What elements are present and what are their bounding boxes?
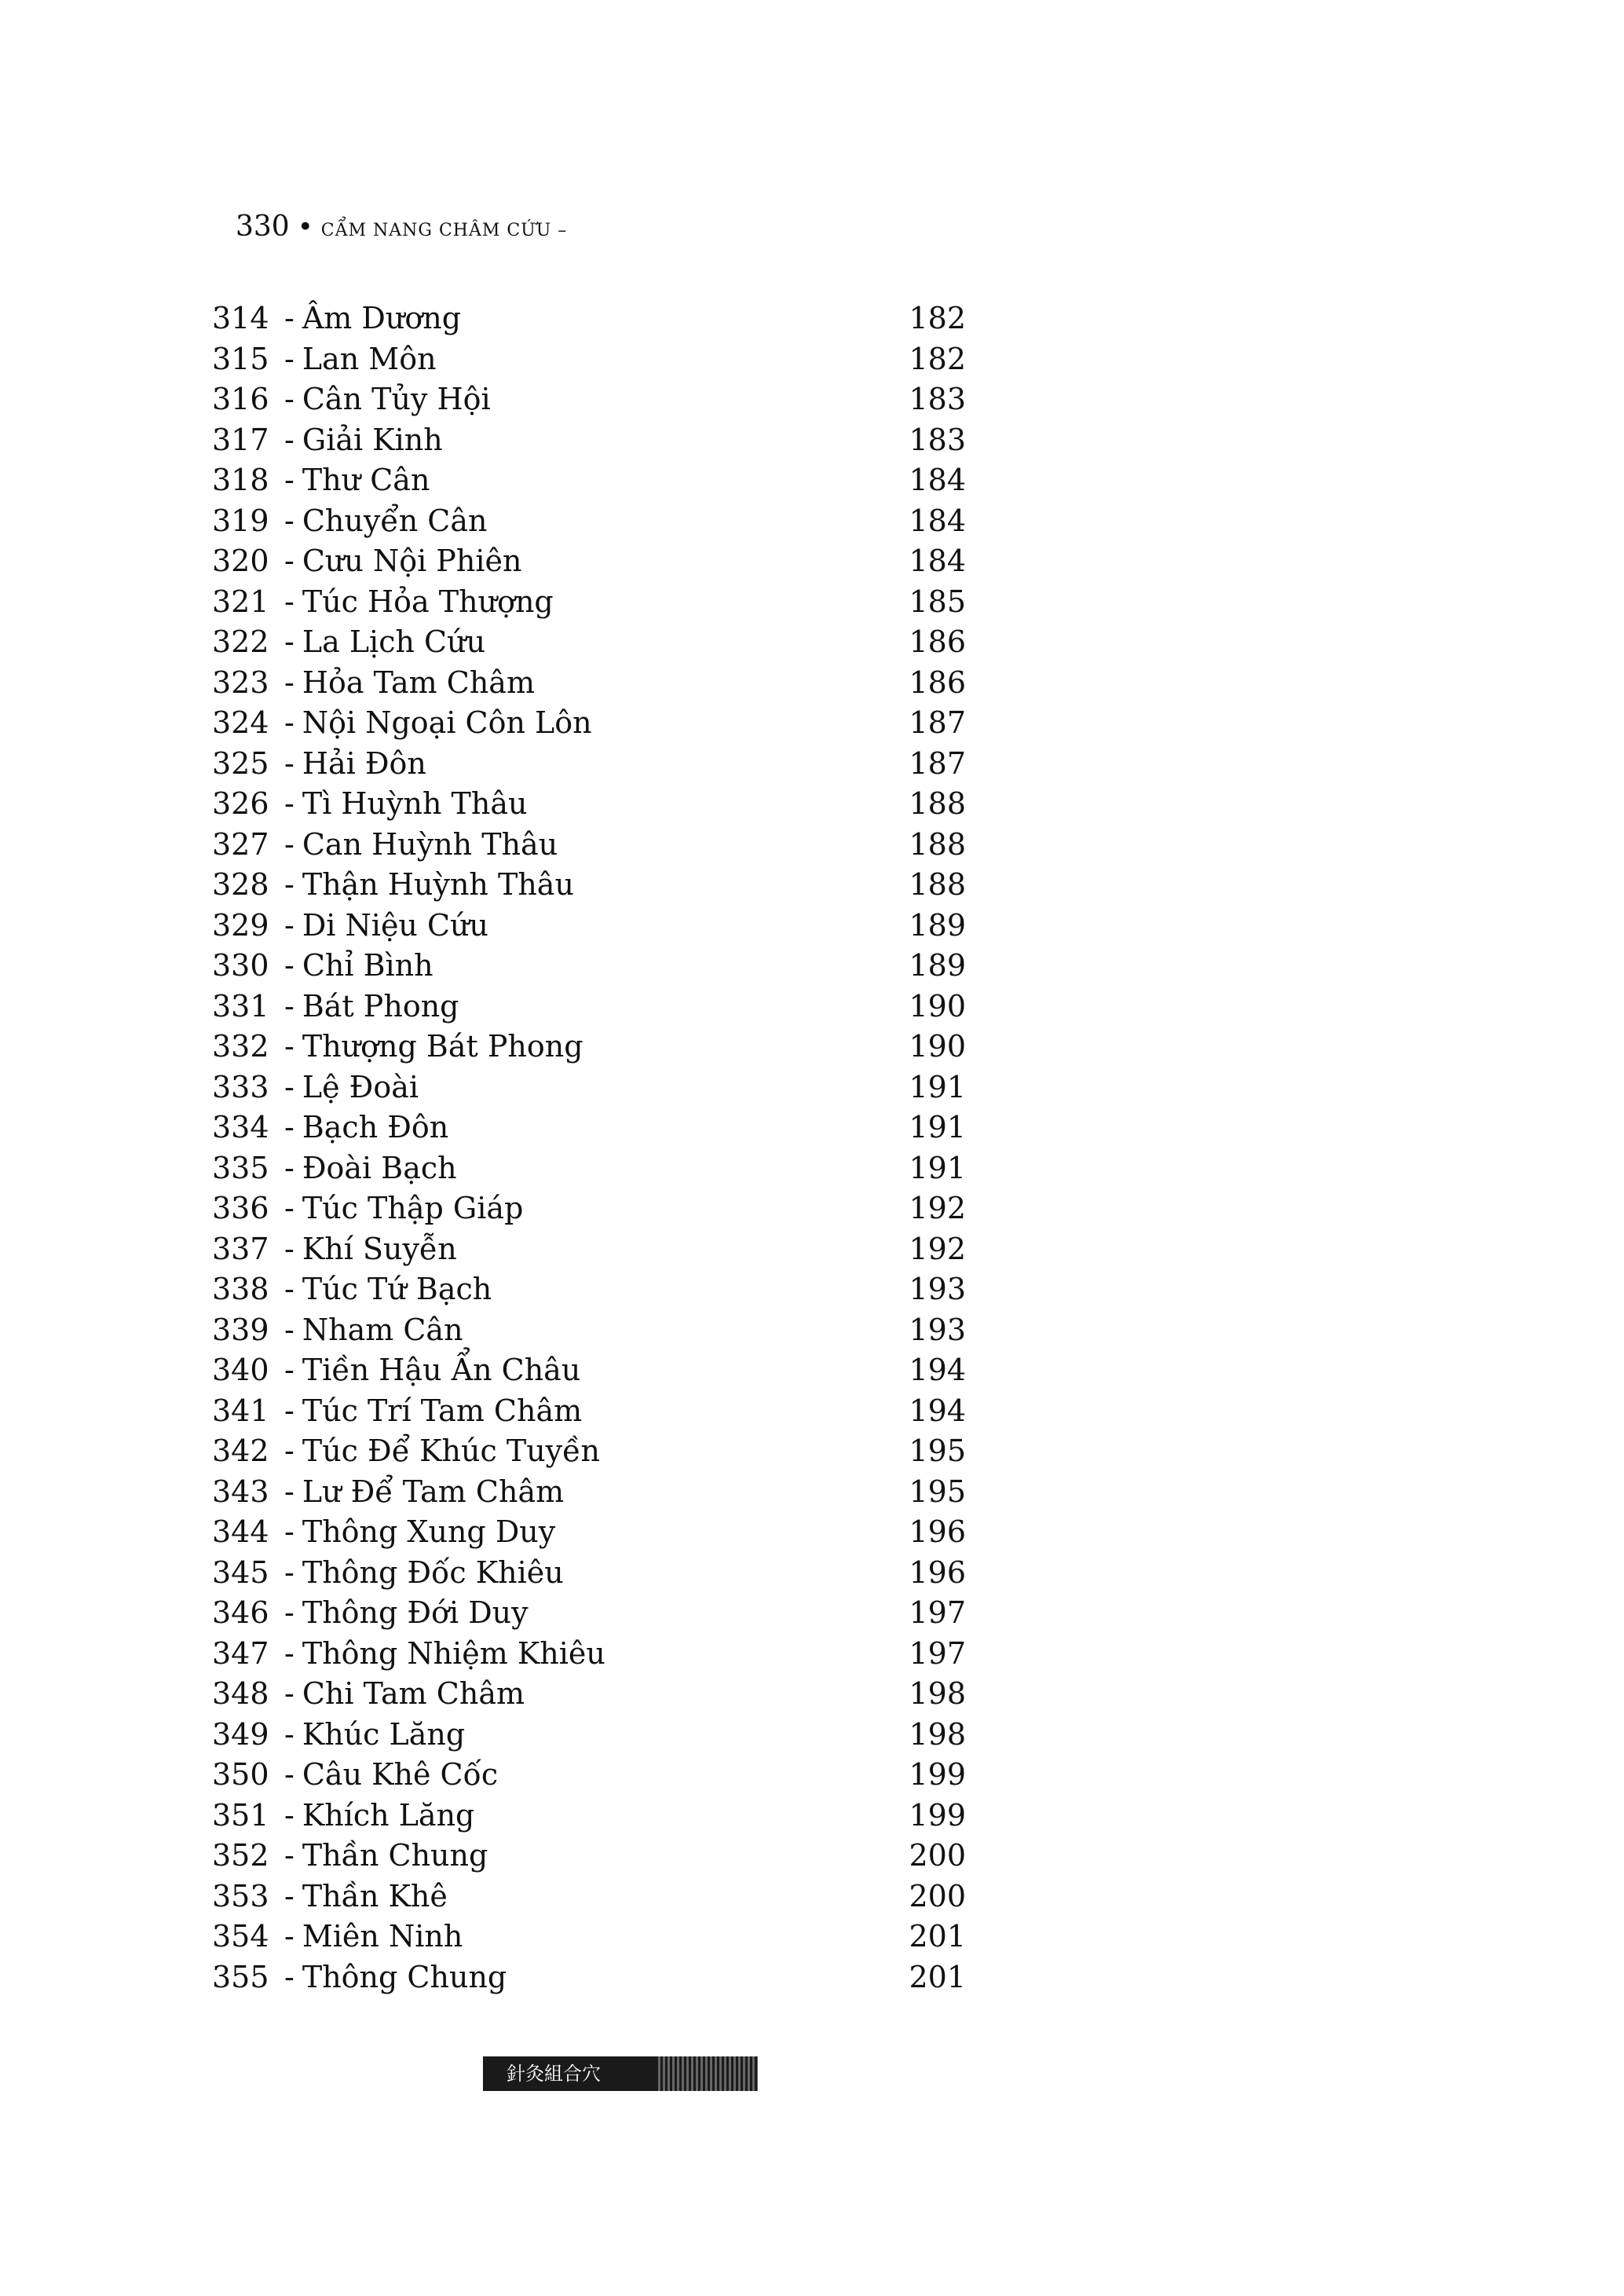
toc-entry — [212, 1877, 974, 1917]
toc-entry-number: 346 — [212, 1595, 269, 1630]
toc-entry-title: Túc Trí Tam Châm — [302, 1393, 583, 1428]
toc-entry — [212, 1917, 974, 1957]
toc-entry-title: Cưu Nội Phiên — [302, 544, 522, 578]
toc-entry-number: 339 — [212, 1312, 269, 1347]
toc-entry-label — [212, 865, 574, 906]
toc-entry-dash: - — [284, 826, 294, 862]
toc-entry-dash: - — [284, 1635, 294, 1671]
toc-entry — [212, 582, 974, 623]
toc-entry — [212, 1796, 974, 1836]
toc-entry-title: Túc Hỏa Thượng — [302, 584, 554, 619]
toc-entry-title: Can Huỳnh Thâu — [302, 826, 558, 862]
toc-entry — [212, 1957, 974, 1998]
toc-entry-title: Miên Ninh — [302, 1919, 463, 1954]
toc-entry-label — [212, 1917, 463, 1957]
toc-entry — [212, 1836, 974, 1877]
toc-entry-title: Câu Khê Cốc — [302, 1757, 499, 1792]
toc-entry-label — [212, 1755, 498, 1796]
toc-entry-label — [212, 1269, 492, 1310]
toc-entry-page: 201 — [909, 1919, 966, 1954]
toc-entry — [212, 1391, 974, 1432]
toc-entry-page: 200 — [909, 1838, 966, 1873]
toc-entry-dash: - — [284, 382, 294, 416]
toc-entry-page: 187 — [909, 745, 966, 781]
toc-entry-page: 193 — [909, 1312, 966, 1347]
toc-entry-title: Giải Kinh — [302, 422, 443, 457]
toc-entry-number: 341 — [212, 1393, 269, 1428]
toc-entry-label — [212, 298, 461, 339]
toc-entry-label — [212, 1431, 600, 1472]
toc-entry-title: Âm Dương — [302, 301, 462, 335]
toc-entry-title: Túc Thập Giáp — [302, 1191, 524, 1225]
toc-entry-number: 317 — [212, 422, 269, 457]
toc-entry-dash: - — [284, 1554, 294, 1590]
toc-entry-page: 198 — [909, 1716, 966, 1752]
toc-entry-dash: - — [284, 301, 294, 335]
toc-entry-number: 335 — [212, 1150, 269, 1185]
toc-entry-label — [212, 1512, 555, 1553]
toc-entry-number: 323 — [212, 665, 269, 700]
toc-entry-dash: - — [284, 1959, 294, 1994]
toc-entry-number: 321 — [212, 584, 269, 619]
toc-entry-label — [212, 1593, 529, 1634]
toc-entry-number: 350 — [212, 1757, 269, 1792]
toc-entry — [212, 784, 974, 825]
toc-entry-title: Khí Suyễn — [302, 1231, 457, 1266]
toc-entry-number: 347 — [212, 1635, 269, 1671]
toc-entry-page: 187 — [909, 705, 966, 740]
toc-entry — [212, 1310, 974, 1351]
toc-entry — [212, 1108, 974, 1148]
toc-entry-title: Tiền Hậu Ẩn Châu — [302, 1353, 581, 1387]
toc-entry-dash: - — [284, 1757, 294, 1792]
toc-entry-number: 340 — [212, 1353, 269, 1387]
toc-entry-title: Lư Để Tam Châm — [302, 1474, 565, 1509]
toc-entry-dash: - — [284, 705, 294, 740]
toc-entry-title: Thông Chung — [302, 1959, 507, 1994]
toc-entry-dash: - — [284, 1514, 294, 1549]
toc-entry-label — [212, 906, 488, 947]
toc-entry-title: Khích Lăng — [302, 1797, 475, 1833]
toc-entry-dash: - — [284, 1353, 294, 1387]
toc-entry-page: 183 — [909, 422, 966, 457]
toc-entry-page: 188 — [909, 786, 966, 821]
toc-entry-title: Túc Để Khúc Tuyền — [302, 1434, 600, 1468]
toc-entry — [212, 1027, 974, 1067]
toc-entry — [212, 1269, 974, 1310]
toc-entry — [212, 379, 974, 420]
toc-entry-label — [212, 379, 491, 420]
toc-entry-number: 344 — [212, 1514, 269, 1549]
toc-entry-title: Bạch Đôn — [302, 1110, 449, 1144]
toc-entry-label — [212, 1188, 523, 1229]
toc-entry-dash: - — [284, 1919, 294, 1954]
toc-entry-page: 182 — [909, 341, 966, 376]
toc-entry-title: Thông Đới Duy — [302, 1595, 529, 1630]
toc-entry — [212, 663, 974, 704]
toc-entry-number: 334 — [212, 1110, 269, 1144]
toc-entry-number: 314 — [212, 301, 269, 335]
toc-entry-number: 331 — [212, 988, 269, 1023]
toc-entry-title: Thượng Bát Phong — [302, 1029, 583, 1064]
toc-entry-page: 201 — [909, 1959, 966, 1994]
toc-entry-title: Thông Xung Duy — [302, 1514, 556, 1549]
toc-entry-page: 184 — [909, 463, 966, 497]
toc-entry-number: 316 — [212, 382, 269, 416]
toc-entry-dash: - — [284, 907, 294, 943]
toc-entry — [212, 1148, 974, 1189]
toc-entry-title: Bát Phong — [302, 988, 459, 1023]
toc-entry-dash: - — [284, 1716, 294, 1752]
toc-entry-page: 199 — [909, 1757, 966, 1792]
toc-entry-dash: - — [284, 1272, 294, 1306]
toc-entry-title: Chi Tam Châm — [302, 1676, 525, 1711]
toc-entry-number: 338 — [212, 1272, 269, 1306]
toc-entry-page: 198 — [909, 1676, 966, 1711]
running-title: CẨM NANG CHÂM CỨU – — [320, 221, 568, 240]
toc-entry-dash: - — [284, 463, 294, 497]
toc-entry-page: 189 — [909, 907, 966, 943]
toc-entry — [212, 1674, 974, 1715]
toc-entry-number: 355 — [212, 1959, 269, 1994]
toc-entry-dash: - — [284, 1231, 294, 1266]
page-number: 330 — [236, 211, 290, 243]
toc-entry — [212, 865, 974, 906]
toc-entry-dash: - — [284, 1150, 294, 1185]
toc-entry-title: Thần Chung — [302, 1838, 488, 1873]
toc-entry-page: 194 — [909, 1353, 966, 1387]
toc-entry-label — [212, 1472, 564, 1513]
toc-entry-number: 353 — [212, 1878, 269, 1913]
toc-entry-dash: - — [284, 1474, 294, 1509]
toc-entry-page: 191 — [909, 1110, 966, 1144]
toc-entry — [212, 1755, 974, 1796]
toc-entry-label — [212, 1877, 448, 1917]
toc-entry — [212, 420, 974, 461]
toc-entry-page: 188 — [909, 826, 966, 862]
toc-entry-dash: - — [284, 786, 294, 821]
toc-entry-title: Hỏa Tam Châm — [302, 665, 535, 700]
footer-tab — [483, 2056, 758, 2091]
toc-entry-page: 197 — [909, 1595, 966, 1630]
toc-entry — [212, 744, 974, 785]
toc-entry-dash: - — [284, 1110, 294, 1144]
toc-entry-dash: - — [284, 1838, 294, 1873]
running-header — [236, 211, 567, 243]
toc-entry-label — [212, 501, 487, 542]
toc-entry — [212, 1512, 974, 1553]
toc-entry-number: 322 — [212, 624, 269, 659]
toc-entry-number: 343 — [212, 1474, 269, 1509]
toc-entry-page: 194 — [909, 1393, 966, 1428]
toc-entry — [212, 825, 974, 866]
table-of-contents — [212, 298, 974, 1998]
toc-entry-label — [212, 987, 459, 1027]
toc-entry-number: 319 — [212, 503, 269, 538]
toc-entry-page: 184 — [909, 503, 966, 538]
toc-entry-dash: - — [284, 584, 294, 619]
toc-entry — [212, 339, 974, 380]
toc-entry-title: Cân Tủy Hội — [302, 382, 491, 416]
toc-entry-title: Thần Khê — [302, 1878, 448, 1913]
toc-entry-label — [212, 1350, 580, 1391]
toc-entry-page: 192 — [909, 1231, 966, 1266]
toc-entry — [212, 1715, 974, 1756]
toc-entry-number: 329 — [212, 907, 269, 943]
toc-entry-label — [212, 420, 443, 461]
toc-entry-page: 195 — [909, 1434, 966, 1468]
toc-entry-title: Thư Cân — [302, 463, 430, 497]
toc-entry-number: 324 — [212, 705, 269, 740]
toc-entry-page: 188 — [909, 867, 966, 902]
toc-entry-page: 186 — [909, 665, 966, 700]
header-separator: • — [297, 211, 313, 243]
toc-entry-dash: - — [284, 988, 294, 1023]
toc-entry-label — [212, 784, 527, 825]
toc-entry — [212, 703, 974, 744]
toc-entry-number: 336 — [212, 1191, 269, 1225]
toc-entry-page: 193 — [909, 1272, 966, 1306]
toc-entry-number: 349 — [212, 1716, 269, 1752]
toc-entry — [212, 1067, 974, 1108]
toc-entry-dash: - — [284, 948, 294, 983]
toc-entry-page: 192 — [909, 1191, 966, 1225]
toc-entry-number: 354 — [212, 1919, 269, 1954]
toc-entry-number: 351 — [212, 1797, 269, 1833]
toc-entry-page: 197 — [909, 1635, 966, 1671]
toc-entry-label — [212, 825, 558, 866]
toc-entry-number: 333 — [212, 1069, 269, 1104]
toc-entry-title: Túc Tứ Bạch — [302, 1272, 492, 1306]
toc-entry-dash: - — [284, 1878, 294, 1913]
toc-entry-dash: - — [284, 1191, 294, 1225]
toc-entry-title: Nham Cân — [302, 1312, 463, 1347]
toc-entry-title: Thận Huỳnh Thâu — [302, 867, 574, 902]
toc-entry-title: Nội Ngoại Côn Lôn — [302, 705, 592, 740]
toc-entry — [212, 541, 974, 582]
toc-entry-title: Thông Nhiệm Khiêu — [302, 1635, 605, 1671]
toc-entry-label — [212, 582, 554, 623]
toc-entry — [212, 460, 974, 501]
toc-entry — [212, 1553, 974, 1594]
toc-entry-page: 200 — [909, 1878, 966, 1913]
toc-entry — [212, 906, 974, 947]
toc-entry-number: 327 — [212, 826, 269, 862]
toc-entry-number: 345 — [212, 1554, 269, 1590]
toc-entry-label — [212, 1796, 474, 1836]
toc-entry-number: 330 — [212, 948, 269, 983]
toc-entry — [212, 946, 974, 987]
toc-entry-dash: - — [284, 867, 294, 902]
toc-entry-label — [212, 1027, 583, 1067]
toc-entry-dash: - — [284, 1595, 294, 1630]
toc-entry-title: Hải Đôn — [302, 745, 426, 781]
toc-entry-page: 189 — [909, 948, 966, 983]
toc-entry-label — [212, 1067, 419, 1108]
toc-entry-page: 190 — [909, 1029, 966, 1064]
toc-entry-label — [212, 1836, 488, 1877]
toc-entry — [212, 1634, 974, 1675]
toc-entry — [212, 501, 974, 542]
toc-entry-page: 185 — [909, 584, 966, 619]
toc-entry-label — [212, 622, 485, 663]
toc-entry-number: 328 — [212, 867, 269, 902]
toc-entry-number: 315 — [212, 341, 269, 376]
toc-entry-page: 183 — [909, 382, 966, 416]
toc-entry — [212, 1229, 974, 1270]
toc-entry-title: Lệ Đoài — [302, 1069, 419, 1104]
toc-entry-page: 191 — [909, 1069, 966, 1104]
toc-entry — [212, 1188, 974, 1229]
toc-entry-number: 342 — [212, 1434, 269, 1468]
toc-entry-label — [212, 1957, 507, 1998]
toc-entry-title: Di Niệu Cứu — [302, 907, 489, 943]
toc-entry-dash: - — [284, 1393, 294, 1428]
toc-entry-label — [212, 460, 430, 501]
toc-entry-label — [212, 1715, 465, 1756]
toc-entry-dash: - — [284, 341, 294, 376]
toc-entry-title: Chỉ Bình — [302, 948, 433, 983]
toc-entry — [212, 1431, 974, 1472]
toc-entry-number: 325 — [212, 745, 269, 781]
toc-entry-dash: - — [284, 1676, 294, 1711]
toc-entry-title: Lan Môn — [302, 341, 437, 376]
toc-entry-label — [212, 663, 535, 704]
toc-entry-page: 199 — [909, 1797, 966, 1833]
toc-entry-page: 182 — [909, 301, 966, 335]
toc-entry-label — [212, 1391, 582, 1432]
toc-entry-dash: - — [284, 1312, 294, 1347]
toc-entry-label — [212, 1229, 457, 1270]
toc-entry-label — [212, 1108, 448, 1148]
toc-entry-page: 184 — [909, 544, 966, 578]
toc-entry-title: Chuyển Cân — [302, 503, 488, 538]
toc-entry-dash: - — [284, 624, 294, 659]
toc-entry-page: 196 — [909, 1554, 966, 1590]
toc-entry-page: 191 — [909, 1150, 966, 1185]
toc-entry — [212, 987, 974, 1027]
toc-entry-label — [212, 946, 433, 987]
toc-entry-dash: - — [284, 665, 294, 700]
toc-entry-title: La Lịch Cứu — [302, 624, 486, 659]
toc-entry-title: Tì Huỳnh Thâu — [302, 786, 528, 821]
toc-entry — [212, 298, 974, 339]
footer-tab-text: 針灸組合穴 — [507, 2063, 601, 2085]
toc-entry-number: 320 — [212, 544, 269, 578]
toc-entry-title: Thông Đốc Khiêu — [302, 1554, 564, 1590]
toc-entry-dash: - — [284, 503, 294, 538]
toc-entry-number: 337 — [212, 1231, 269, 1266]
toc-entry-label — [212, 703, 592, 744]
toc-entry-label — [212, 1674, 525, 1715]
toc-entry — [212, 1350, 974, 1391]
toc-entry-dash: - — [284, 1434, 294, 1468]
toc-entry-label — [212, 1148, 457, 1189]
toc-entry-number: 352 — [212, 1838, 269, 1873]
toc-entry-title: Đoài Bạch — [302, 1150, 457, 1185]
toc-entry-label — [212, 1310, 463, 1351]
toc-entry-dash: - — [284, 1797, 294, 1833]
toc-entry-dash: - — [284, 544, 294, 578]
toc-entry-number: 318 — [212, 463, 269, 497]
toc-entry-label — [212, 1634, 605, 1675]
toc-entry — [212, 622, 974, 663]
toc-entry-page: 195 — [909, 1474, 966, 1509]
toc-entry-dash: - — [284, 1029, 294, 1064]
toc-entry-dash: - — [284, 422, 294, 457]
toc-entry-label — [212, 541, 521, 582]
toc-entry-number: 332 — [212, 1029, 269, 1064]
toc-entry-page: 196 — [909, 1514, 966, 1549]
toc-entry-page: 190 — [909, 988, 966, 1023]
toc-entry-label — [212, 339, 437, 380]
toc-entry-label — [212, 744, 426, 785]
toc-entry-dash: - — [284, 1069, 294, 1104]
toc-entry — [212, 1593, 974, 1634]
toc-entry-title: Khúc Lăng — [302, 1716, 466, 1752]
toc-entry-number: 348 — [212, 1676, 269, 1711]
toc-entry-dash: - — [284, 745, 294, 781]
toc-entry — [212, 1472, 974, 1513]
toc-entry-label — [212, 1553, 564, 1594]
toc-entry-page: 186 — [909, 624, 966, 659]
toc-entry-number: 326 — [212, 786, 269, 821]
